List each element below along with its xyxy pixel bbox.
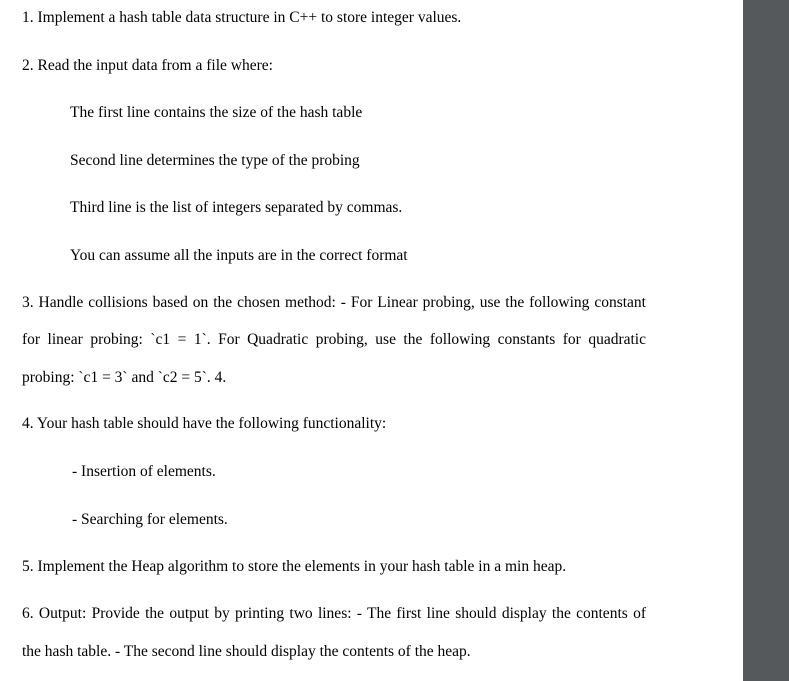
item-3-line-3: probing: `c1 = 3` and `c2 = 5`. 4. [22,369,227,386]
scroll-gutter [743,0,789,681]
item-3-line-1: 3. Handle collisions based on the chosen method: - For Linear probing, use the following constant [22,294,646,311]
item-2-read-input: 2. Read the input data from a file where: [22,57,273,74]
item-4-functionality: 4. Your hash table should have the following functionality: [22,415,387,432]
item-1-implement-hash-table: 1. Implement a hash table data structure in C++ to store integer values. [22,9,462,26]
item-4-sub-insertion: - Insertion of elements. [72,463,216,480]
item-6-line-2: the hash table. - The second line should display the contents of the heap. [22,643,471,660]
item-4-sub-searching: - Searching for elements. [72,511,228,528]
item-3-line-2: for linear probing: `c1 = 1`. For Quadratic probing, use the following constants for quadratic [22,331,646,348]
item-5-heap: 5. Implement the Heap algorithm to store the elements in your hash table in a min heap. [22,558,567,575]
item-2-sub-second-line: Second line determines the type of the probing [70,152,360,169]
item-2-sub-assumption: You can assume all the inputs are in the correct format [70,247,408,264]
item-6-line-1: 6. Output: Provide the output by printing two lines: - The first line should display the contents of [22,605,646,622]
item-2-sub-first-line: The first line contains the size of the hash table [70,104,363,121]
item-2-sub-third-line: Third line is the list of integers separated by commas. [70,199,403,216]
